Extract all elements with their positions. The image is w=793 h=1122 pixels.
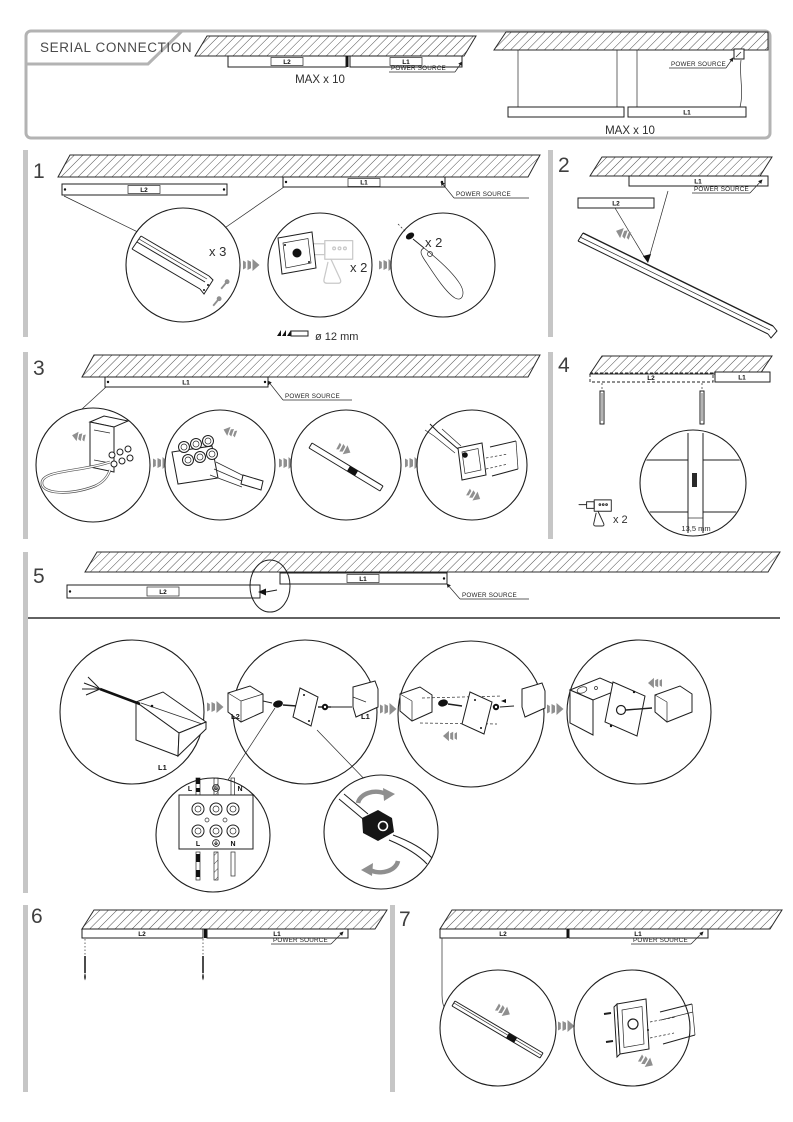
svg-text:POWER SOURCE: POWER SOURCE [285, 393, 340, 400]
svg-text:POWER SOURCE: POWER SOURCE [633, 937, 688, 944]
step-divider-bar [23, 905, 28, 1092]
luminaire-bar-l2 [578, 198, 654, 208]
step-number: 5 [33, 565, 45, 588]
detail-circle-connector-joined [567, 640, 711, 784]
step-divider-bar [23, 352, 28, 539]
terminal-label-live: L [187, 786, 193, 793]
bar-label-l1: L1 [683, 109, 691, 117]
step-number: 1 [33, 160, 45, 183]
step-2 [548, 150, 777, 338]
luminaire-bar-l2 [82, 929, 203, 938]
detail-circle-gap [640, 430, 746, 536]
luminaire-bar-l1 [715, 372, 770, 382]
suspension-rod [600, 383, 604, 424]
step-5 [23, 552, 780, 893]
bar-label-l2: L2 [159, 589, 167, 596]
drill-bit-diameter: ø 12 mm [315, 331, 359, 343]
bar-label-l2: L2 [231, 712, 240, 721]
drill-bit-note [277, 330, 358, 343]
bar-label-l2: L2 [140, 187, 148, 194]
bar-label-l1: L1 [359, 576, 367, 583]
svg-text:POWER SOURCE: POWER SOURCE [273, 937, 328, 944]
svg-text:POWER SOURCE: POWER SOURCE [456, 191, 511, 198]
svg-text:POWER SOURCE: POWER SOURCE [694, 186, 749, 193]
power-source-label [268, 381, 352, 400]
chevron-arrow-icon [380, 703, 397, 715]
bar-label-l1: L1 [402, 59, 410, 66]
detail-circle-anchor [391, 213, 495, 317]
svg-text:POWER SOURCE: POWER SOURCE [462, 592, 517, 599]
step-divider-bar [23, 150, 28, 337]
detail-circle-endcap-wires [417, 410, 527, 520]
ceiling-hatch [590, 157, 772, 176]
surface-mount-overview [195, 36, 476, 86]
luminaire-bar-l1 [628, 107, 746, 117]
detail-circle-profile-slide [440, 970, 556, 1086]
detail-circle-drill-plate [268, 213, 372, 317]
step-4 [548, 352, 772, 539]
step-number: 4 [558, 354, 570, 377]
detail-circle-profile-screws [126, 208, 240, 322]
luminaire-bar-l2 [62, 184, 227, 195]
power-cable [740, 60, 742, 107]
bar-label-l1: L1 [273, 930, 281, 938]
step-number: 7 [399, 908, 411, 931]
anchor-quantity: x 2 [425, 235, 443, 250]
bar-label-l2: L2 [612, 200, 620, 208]
cable-gland [462, 452, 468, 458]
step-divider-bar [390, 905, 395, 1092]
step-number: 2 [558, 154, 570, 177]
step-divider-bar [548, 352, 553, 539]
bar-label-l1: L1 [361, 712, 370, 721]
chevron-arrow-icon [207, 701, 224, 713]
detail-circle-endcap [574, 970, 695, 1086]
suspension-wire-pin [202, 939, 204, 981]
step-1 [23, 150, 540, 343]
twist-lock-detail [324, 775, 438, 889]
detail-circle-driver-wires [60, 640, 206, 784]
luminaire-bar-l2 [228, 56, 346, 67]
terminal-label-neutral: N [237, 786, 243, 793]
step-divider-bar [548, 150, 553, 337]
bar-label-l1: L1 [158, 763, 167, 772]
power-source-label [447, 584, 529, 599]
chevron-arrow-icon [243, 259, 260, 271]
step-6 [23, 905, 387, 1092]
power-source-label [669, 58, 733, 68]
svg-text:POWER SOURCE: POWER SOURCE [391, 65, 446, 72]
suspension-rod [700, 383, 704, 424]
step-3 [23, 352, 540, 539]
ceiling-hatch [85, 552, 780, 572]
step-number: 3 [33, 357, 45, 380]
bar-label-l2: L2 [499, 930, 507, 938]
ceiling-hatch [82, 910, 387, 929]
page-title: SERIAL CONNECTION [40, 40, 193, 55]
max-units-text: MAX x 10 [605, 125, 655, 137]
step-number: 6 [31, 905, 43, 928]
suspension-wire-pin [84, 939, 86, 981]
bar-label-l1: L1 [694, 178, 702, 186]
chevron-arrow-icon [614, 226, 632, 241]
bar-label-l2: L2 [138, 930, 146, 938]
terminal-block-detail [156, 778, 270, 892]
luminaire-bar [508, 107, 624, 117]
bar-label-l1: L1 [634, 930, 642, 938]
ceiling-hatch [440, 910, 782, 929]
detail-circle-profile-slide [291, 410, 401, 520]
luminaire-bar-l1 [629, 176, 768, 186]
luminaire-bar-l2 [67, 585, 260, 598]
drill-bit-icon [277, 330, 291, 336]
step-7 [390, 905, 782, 1092]
connection-point [643, 254, 651, 263]
header-title-tab [26, 31, 192, 64]
end-plate [458, 443, 486, 480]
gap-dimension: 13,5 mm [681, 524, 711, 533]
detail-circle-loop-cable [36, 408, 150, 522]
detail-circle-connector-align [398, 641, 545, 787]
luminaire-profile-isometric [578, 233, 777, 338]
wire-earth-bottom [214, 852, 218, 880]
luminaire-bar-l1 [105, 377, 268, 387]
svg-text:POWER SOURCE: POWER SOURCE [671, 61, 726, 68]
luminaire-bar-l2 [440, 929, 567, 938]
drill-quantity: x 2 [613, 514, 628, 526]
detail-circle-terminal-block [165, 410, 275, 520]
step-divider-bar [23, 552, 28, 893]
bar-label-l1: L1 [738, 374, 746, 382]
luminaire-bar-l1 [280, 573, 447, 584]
bar-label-l1: L1 [182, 379, 190, 387]
ceiling-hatch [195, 36, 476, 56]
bar-joint-tick [347, 56, 349, 67]
bar-label-l2: L2 [283, 59, 291, 66]
mount-quantity: x 3 [209, 244, 227, 259]
chevron-arrow-icon [558, 1020, 575, 1032]
max-units-text: MAX x 10 [295, 74, 345, 86]
junction-connector-glyph [258, 589, 277, 596]
terminal-label-live: L [195, 841, 201, 848]
ceiling-hatch [82, 355, 540, 377]
luminaire-bar-l1 [283, 177, 445, 187]
bar-label-l2: L2 [647, 375, 655, 382]
leader-line [82, 387, 106, 409]
terminal-label-neutral: N [230, 841, 236, 848]
header-panel [26, 31, 770, 138]
detail-circle-connector-exploded [228, 640, 378, 787]
bar-label-l1: L1 [360, 179, 368, 187]
ceiling-hatch [494, 32, 768, 50]
suspended-overview [494, 32, 768, 137]
drill-quantity: x 2 [350, 260, 368, 275]
ceiling-hatch [590, 356, 772, 374]
ceiling-hatch [58, 155, 540, 177]
drill-icon [579, 500, 611, 526]
power-source-label [441, 182, 529, 198]
chevron-arrow-icon [547, 703, 564, 715]
bar-joint-tick [204, 929, 207, 938]
